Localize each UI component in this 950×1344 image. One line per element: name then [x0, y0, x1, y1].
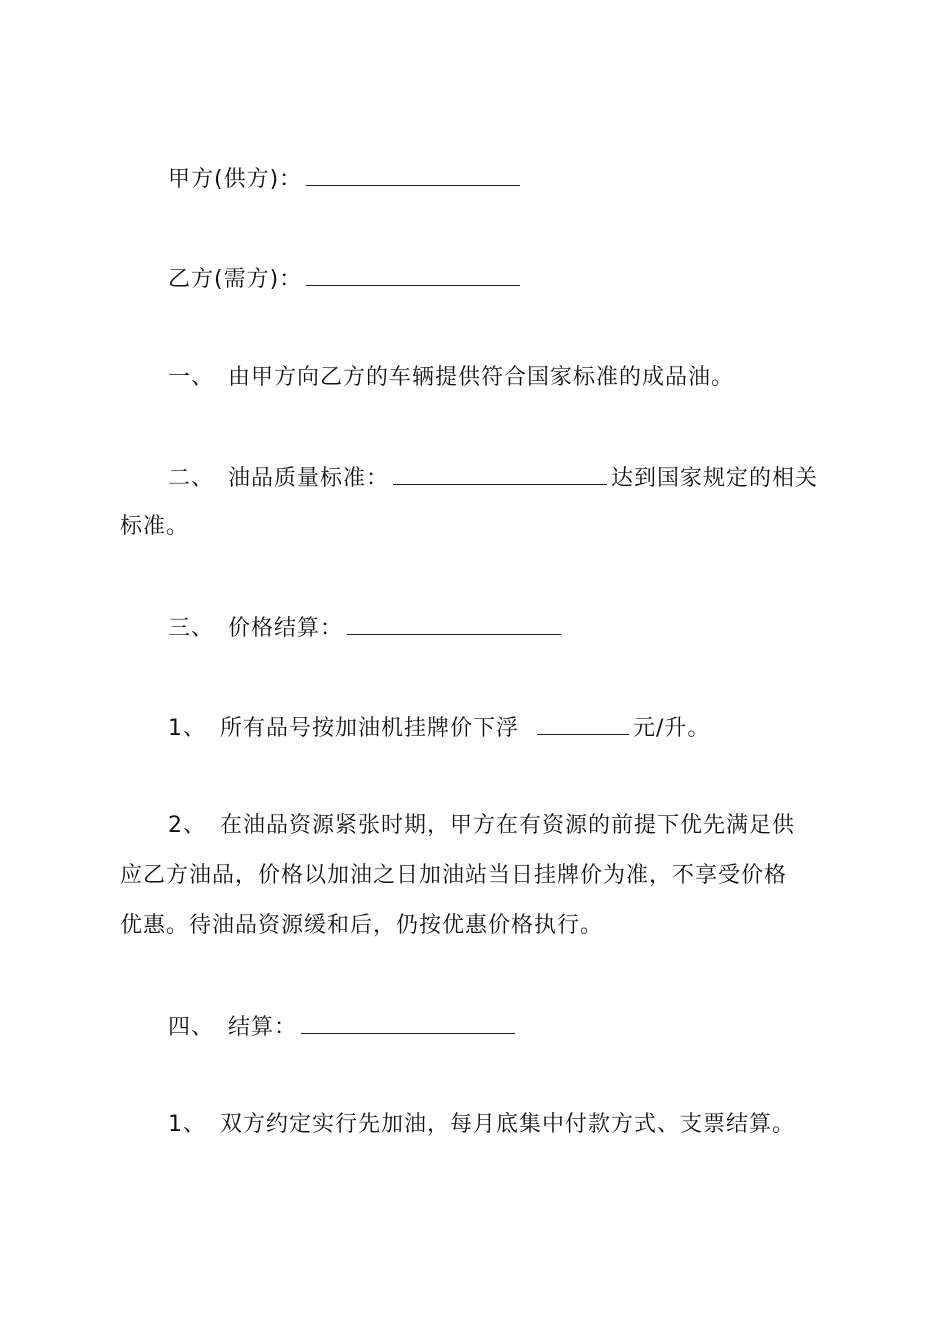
section-4	[168, 1011, 519, 1043]
party-b-label: 乙方(需方)：	[168, 267, 303, 292]
section-2-label: 油品质量标准：	[228, 466, 390, 491]
party-a-blank[interactable]	[306, 163, 520, 186]
item-3-1	[168, 712, 710, 744]
section-3-label: 价格结算：	[228, 616, 344, 641]
section-4-number: 四、	[168, 1015, 215, 1040]
item-3-1-unit: 元/升。	[633, 716, 711, 741]
settlement-blank[interactable]	[301, 1011, 515, 1034]
section-2-after: 达到国家规定的相关	[611, 466, 819, 491]
section-1-text: 由甲方向乙方的车辆提供符合国家标准的成品油。	[228, 365, 735, 390]
party-a-line	[168, 163, 524, 195]
discount-blank[interactable]	[537, 712, 629, 735]
section-2-continuation	[120, 512, 189, 542]
item-3-1-number: 1、	[168, 716, 206, 741]
party-b-blank[interactable]	[306, 263, 520, 286]
section-2	[168, 462, 818, 494]
item-3-2	[168, 811, 795, 841]
quality-standard-blank[interactable]	[393, 462, 607, 485]
section-3	[168, 612, 565, 644]
party-b-line	[168, 263, 524, 295]
section-1-number: 一、	[168, 365, 215, 390]
item-3-2-line-3: 优惠。待油品资源缓和后，仍按优惠价格执行。	[120, 913, 604, 938]
item-3-2-line-1: 在油品资源紧张时期，甲方在有资源的前提下优先满足供	[220, 813, 796, 838]
item-4-1-text: 双方约定实行先加油，每月底集中付款方式、支票结算。	[220, 1112, 796, 1137]
item-4-1-number: 1、	[168, 1112, 206, 1137]
section-1	[168, 363, 734, 393]
item-3-2-line-2-row	[120, 861, 787, 891]
section-3-number: 三、	[168, 616, 215, 641]
party-a-label: 甲方(供方)：	[168, 167, 303, 192]
section-4-label: 结算：	[228, 1015, 298, 1040]
item-4-1	[168, 1110, 795, 1140]
item-3-2-line-3-row	[120, 911, 603, 941]
section-2-cont-text: 标准。	[120, 514, 190, 539]
price-settlement-blank[interactable]	[347, 612, 561, 635]
item-3-1-text: 所有品号按加油机挂牌价下浮	[220, 716, 520, 741]
section-2-number: 二、	[168, 466, 215, 491]
item-3-2-line-2: 应乙方油品，价格以加油之日加油站当日挂牌价为准，不享受价格	[120, 863, 788, 888]
item-3-2-number: 2、	[168, 813, 206, 838]
